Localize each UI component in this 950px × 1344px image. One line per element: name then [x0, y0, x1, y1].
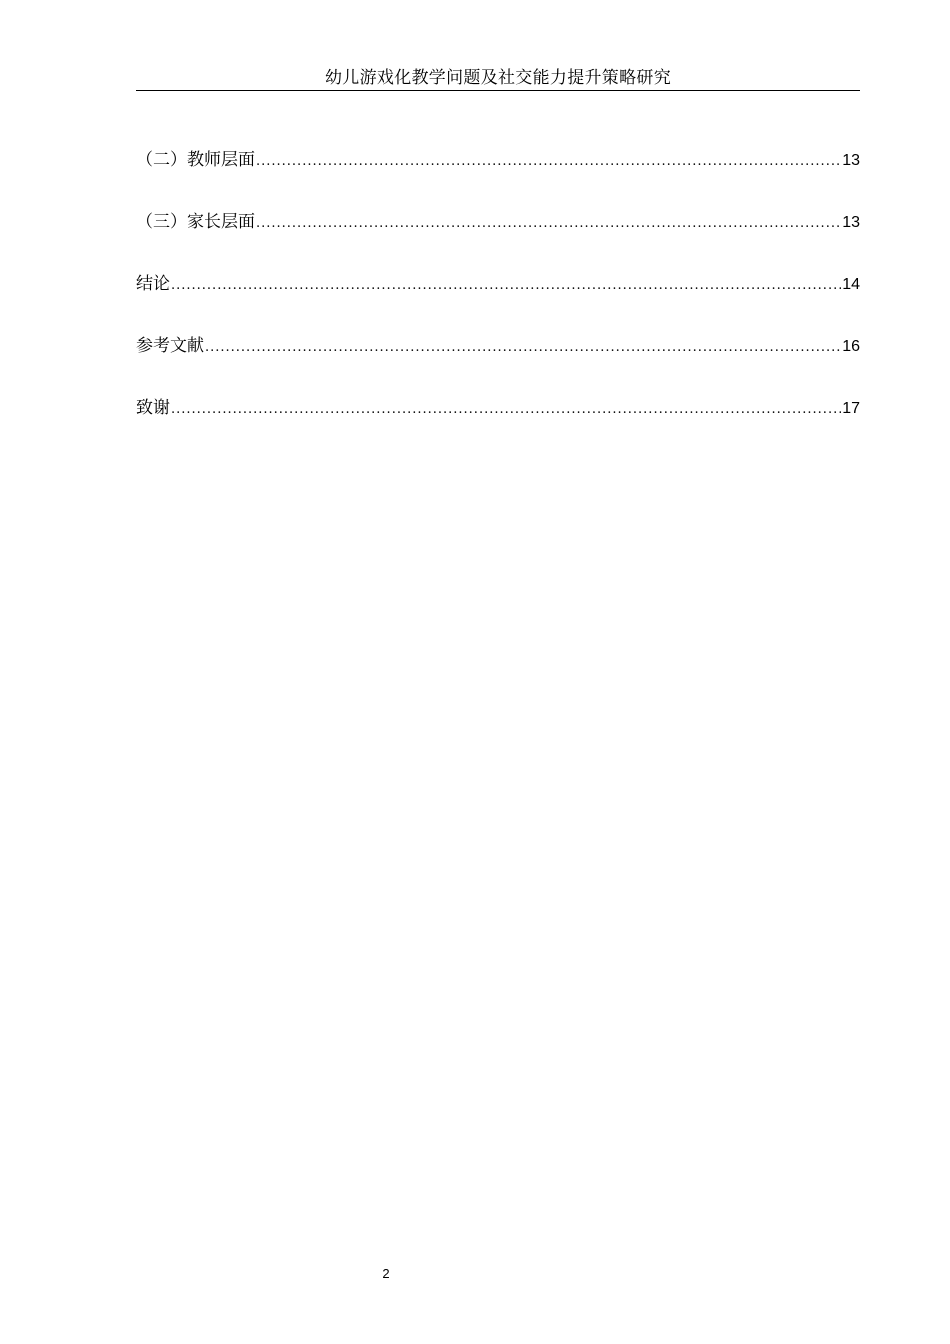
toc-entry-page: 13: [842, 152, 860, 169]
toc-entry-label: 结论: [136, 274, 170, 294]
toc-entry-page: 13: [842, 214, 860, 231]
toc-entry[interactable]: [136, 145, 860, 207]
toc-entry-label: 致谢: [136, 398, 170, 418]
toc-entry[interactable]: [136, 331, 860, 393]
table-of-contents: [136, 145, 860, 455]
toc-entry[interactable]: [136, 207, 860, 269]
toc-leader-dots: [171, 395, 841, 425]
page-number: 2: [382, 1266, 390, 1281]
toc-leader-dots: [205, 333, 841, 363]
toc-entry-label: （三）家长层面: [136, 212, 255, 232]
toc-entry[interactable]: [136, 269, 860, 331]
toc-entry[interactable]: [136, 393, 860, 455]
toc-entry-page: 14: [842, 276, 860, 293]
toc-leader-dots: [171, 271, 841, 301]
toc-entry-label: 参考文献: [136, 336, 204, 356]
running-header: 幼儿游戏化教学问题及社交能力提升策略研究: [136, 66, 860, 91]
toc-entry-page: 17: [842, 400, 860, 417]
toc-leader-dots: [256, 147, 841, 177]
toc-entry-page: 16: [842, 338, 860, 355]
toc-entry-label: （二）教师层面: [136, 150, 255, 170]
toc-leader-dots: [256, 209, 841, 239]
